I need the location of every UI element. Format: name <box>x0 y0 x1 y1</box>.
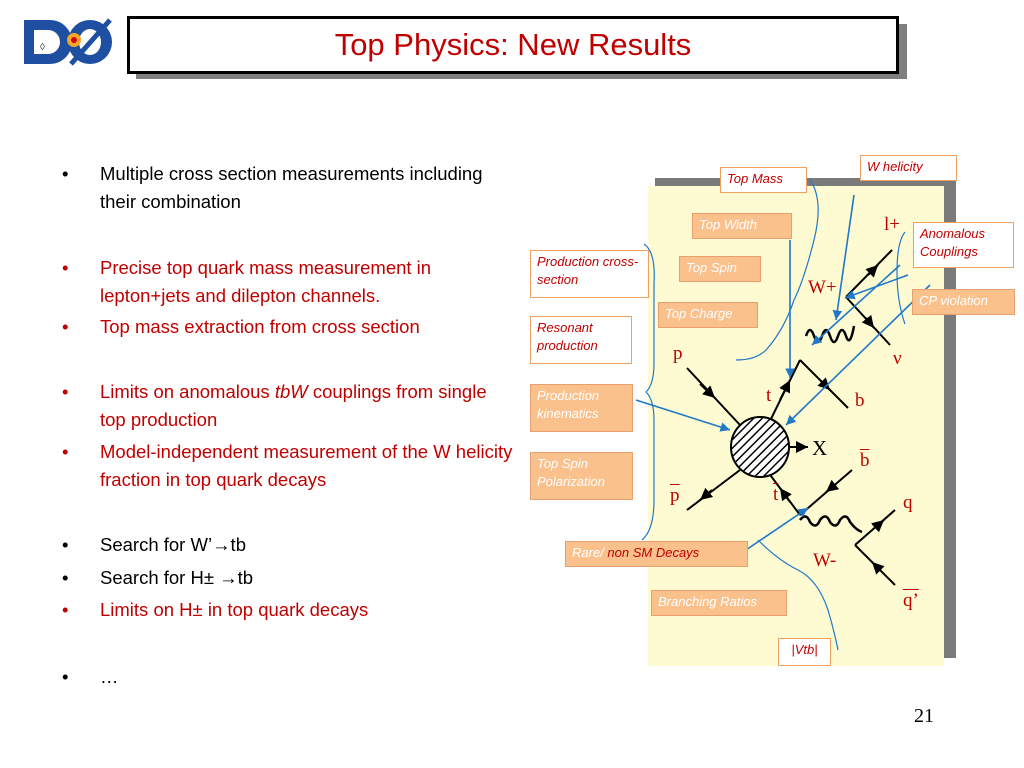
symbol-nu: ν <box>893 348 902 369</box>
label-top-charge: Top Charge <box>658 302 758 328</box>
bullet-marker: • <box>62 163 69 184</box>
line-q <box>855 510 895 545</box>
symbol-pbar: $\overline{p}$ <box>670 485 680 506</box>
symbol-q: q <box>903 492 913 513</box>
label-top-width: Top Width <box>692 213 792 239</box>
bullet-marker: • <box>62 534 69 555</box>
label-production-cross-section: Production cross-section <box>530 250 649 298</box>
bullet-marker: • <box>62 257 69 278</box>
label-production-kinematics: Production kinematics <box>530 384 633 432</box>
bullet-text: … <box>100 666 119 687</box>
wminus-boson <box>800 516 862 532</box>
symbol-p: p <box>673 343 683 364</box>
bullet-text: Precise top quark mass measurement in lepton+jets and dilepton channels. <box>100 257 432 306</box>
symbol-bbar: $\overline{b}$ <box>860 450 870 471</box>
symbol-tbar: $\overline{t}$ <box>773 484 779 505</box>
label-cp-violation: CP violation <box>912 289 1015 315</box>
bullet-text: Top mass extraction from cross section <box>100 316 420 337</box>
symbol-t: t <box>766 385 772 406</box>
label-anomalous-couplings: Anomalous Couplings <box>913 222 1014 268</box>
bullet-text: Model-independent measurement of the W helicity fraction in top quark decays <box>100 441 513 490</box>
bullet-marker: • <box>62 381 69 402</box>
symbol-X: X <box>812 436 828 460</box>
label-rare-decays: Rare/ non SM Decays <box>565 541 748 567</box>
page-title: Top Physics: New Results <box>334 27 692 62</box>
label-w-helicity: W helicity <box>860 155 957 181</box>
bullet-text: Search for W’→tb <box>100 534 246 555</box>
bullet-text: Limits on H± in top quark decays <box>100 599 369 620</box>
bullet-marker: • <box>62 567 69 588</box>
label-top-mass: Top Mass <box>720 167 807 193</box>
bullet-text: Multiple cross section measurements including their combination <box>100 163 483 212</box>
bullet-text: Search for H± →tb <box>100 567 254 588</box>
bullet-marker: • <box>62 666 69 687</box>
symbol-lplus: l+ <box>884 214 900 235</box>
symbol-wplus: W+ <box>808 277 837 298</box>
bullet-marker: • <box>62 441 69 462</box>
bullet-marker: • <box>62 316 69 337</box>
label-top-spin-polarization: Top Spin Polarization <box>530 452 633 500</box>
label-resonant-production: Resonant production <box>530 316 632 364</box>
svg-text:◊: ◊ <box>40 42 45 53</box>
symbol-wminus: W- <box>813 550 837 571</box>
hadron-blob <box>731 417 789 477</box>
label-top-spin: Top Spin <box>679 256 761 282</box>
bullet-text: Limits on anomalous tbW couplings from single top production <box>100 381 487 430</box>
label-vtb: |Vtb| <box>778 638 831 666</box>
line-pbar-in <box>687 470 740 510</box>
symbol-qbar: q’ <box>903 590 919 611</box>
bullet-marker: • <box>62 599 69 620</box>
page-number: 21 <box>914 705 934 727</box>
symbol-b: b <box>855 390 865 411</box>
label-branching-ratios: Branching Ratios <box>651 590 787 616</box>
